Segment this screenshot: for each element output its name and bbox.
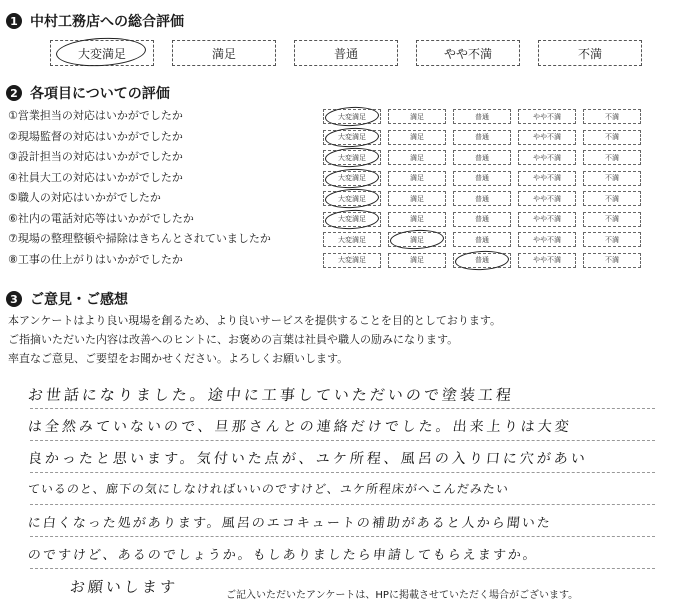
rating-option[interactable]: 満足 bbox=[388, 109, 446, 124]
rating-option[interactable]: 不満 bbox=[583, 171, 641, 186]
handwritten-line: のですけど、あるのでしょうか。もしありましたら申請してもらえますか。 bbox=[27, 548, 539, 563]
rating-option[interactable]: 大変満足 bbox=[323, 150, 381, 165]
rating-option[interactable]: 普通 bbox=[453, 150, 511, 165]
section-title: ご意見・ご感想 bbox=[30, 292, 128, 308]
rating-option[interactable]: 不満 bbox=[583, 212, 641, 227]
section-3-heading bbox=[6, 288, 128, 310]
rating-option[interactable]: 普通 bbox=[453, 232, 511, 247]
rating-option[interactable]: 不満 bbox=[583, 130, 641, 145]
rating-option[interactable]: 普通 bbox=[453, 212, 511, 227]
rating-option[interactable]: 普通 bbox=[453, 130, 511, 145]
rating-option[interactable]: やや不満 bbox=[518, 130, 576, 145]
rating-option[interactable]: 満足 bbox=[388, 191, 446, 206]
rating-option[interactable]: 普通 bbox=[453, 171, 511, 186]
question-label: ③設計担当の対応はいかがでしたか bbox=[8, 150, 183, 163]
question-label: ⑥社内の電話対応等はいかがでしたか bbox=[8, 211, 194, 225]
rating-option[interactable]: 満足 bbox=[388, 253, 446, 268]
handwritten-line: ているのと、廊下の気にしなければいいのですけど、ユケ所程床がへこんだみたい bbox=[27, 482, 510, 496]
rating-option[interactable]: 不満 bbox=[583, 232, 641, 247]
question-label: ⑤職人の対応はいかがでしたか bbox=[8, 191, 161, 204]
rating-option[interactable]: 満足 bbox=[388, 130, 446, 145]
handwritten-line: は全然みていないので、旦那さんとの連絡だけでした。出来上りは大変 bbox=[27, 419, 573, 435]
question-label: ⑦現場の整理整頓や掃除はきちんとされていましたか bbox=[8, 232, 271, 245]
overall-option[interactable]: 満足 bbox=[172, 40, 276, 66]
rating-option[interactable]: 不満 bbox=[583, 253, 641, 268]
section-number-badge: 3 bbox=[6, 291, 22, 307]
rating-option[interactable]: やや不満 bbox=[518, 109, 576, 124]
rating-option[interactable]: やや不満 bbox=[518, 191, 576, 206]
rating-option[interactable]: 不満 bbox=[583, 191, 641, 206]
question-label: ①営業担当の対応はいかがでしたか bbox=[8, 109, 183, 122]
section-title: 各項目についての評価 bbox=[30, 86, 170, 102]
overall-option[interactable]: 不満 bbox=[538, 40, 642, 66]
overall-option[interactable]: 大変満足 bbox=[50, 40, 154, 66]
rating-option[interactable]: 不満 bbox=[583, 109, 641, 124]
footer-note: ご記入いただいたアンケートは、HPに掲載させていただく場合がございます。 bbox=[226, 590, 579, 601]
rating-option[interactable]: 普通 bbox=[453, 253, 511, 268]
section-number-badge: 2 bbox=[6, 85, 22, 101]
rating-option[interactable]: 満足 bbox=[388, 232, 446, 247]
rating-option[interactable]: やや不満 bbox=[518, 171, 576, 186]
rating-option[interactable]: やや不満 bbox=[518, 232, 576, 247]
rating-option[interactable]: 満足 bbox=[388, 171, 446, 186]
rating-option[interactable]: やや不満 bbox=[518, 253, 576, 268]
rating-option[interactable]: 大変満足 bbox=[323, 130, 381, 145]
handwritten-line: に白くなった処があります。風呂のエコキュートの補助があると人から聞いた bbox=[27, 516, 553, 531]
rating-option[interactable]: 満足 bbox=[388, 212, 446, 227]
overall-option[interactable]: やや不満 bbox=[416, 40, 520, 66]
rating-option[interactable]: 大変満足 bbox=[323, 171, 381, 186]
handwritten-line: お世話になりました。途中に工事していただいので塗装工程 bbox=[27, 386, 515, 404]
rating-option[interactable]: 普通 bbox=[453, 191, 511, 206]
handwritten-line: 良かったと思います。気付いた点が、ユケ所程、風呂の入り口に穴があい bbox=[27, 451, 589, 467]
intro-line: 率直なご意見、ご要望をお聞かせください。よろしくお願いします。 bbox=[8, 352, 349, 365]
question-label: ⑧工事の仕上がりはいかがでしたか bbox=[8, 252, 183, 266]
section-number-badge: 1 bbox=[6, 13, 22, 29]
rating-option[interactable]: 不満 bbox=[583, 150, 641, 165]
section-2-heading bbox=[6, 82, 170, 104]
rating-option[interactable]: やや不満 bbox=[518, 150, 576, 165]
rating-option[interactable]: 普通 bbox=[453, 109, 511, 124]
intro-line: 本アンケートはより良い現場を創るため、より良いサービスを提供することを目的としております。 bbox=[8, 314, 502, 327]
intro-line: ご指摘いただいた内容は改善へのヒントに、お褒めの言葉は社員や職人の励みになります。 bbox=[8, 333, 459, 346]
rating-option[interactable]: やや不満 bbox=[518, 212, 576, 227]
overall-option[interactable]: 普通 bbox=[294, 40, 398, 66]
rating-option[interactable]: 大変満足 bbox=[323, 232, 381, 247]
section-1-heading bbox=[6, 10, 184, 32]
rating-option[interactable]: 大変満足 bbox=[323, 253, 381, 268]
rating-option[interactable]: 大変満足 bbox=[323, 212, 381, 227]
rating-option[interactable]: 大変満足 bbox=[323, 109, 381, 124]
handwritten-line: お願いします bbox=[69, 578, 179, 596]
question-label: ④社員大工の対応はいかがでしたか bbox=[8, 170, 183, 184]
section-title: 中村工務店への総合評価 bbox=[30, 14, 184, 30]
rating-option[interactable]: 大変満足 bbox=[323, 191, 381, 206]
question-label: ②現場監督の対応はいかがでしたか bbox=[8, 129, 183, 143]
rating-option[interactable]: 満足 bbox=[388, 150, 446, 165]
survey-intro bbox=[8, 311, 501, 368]
